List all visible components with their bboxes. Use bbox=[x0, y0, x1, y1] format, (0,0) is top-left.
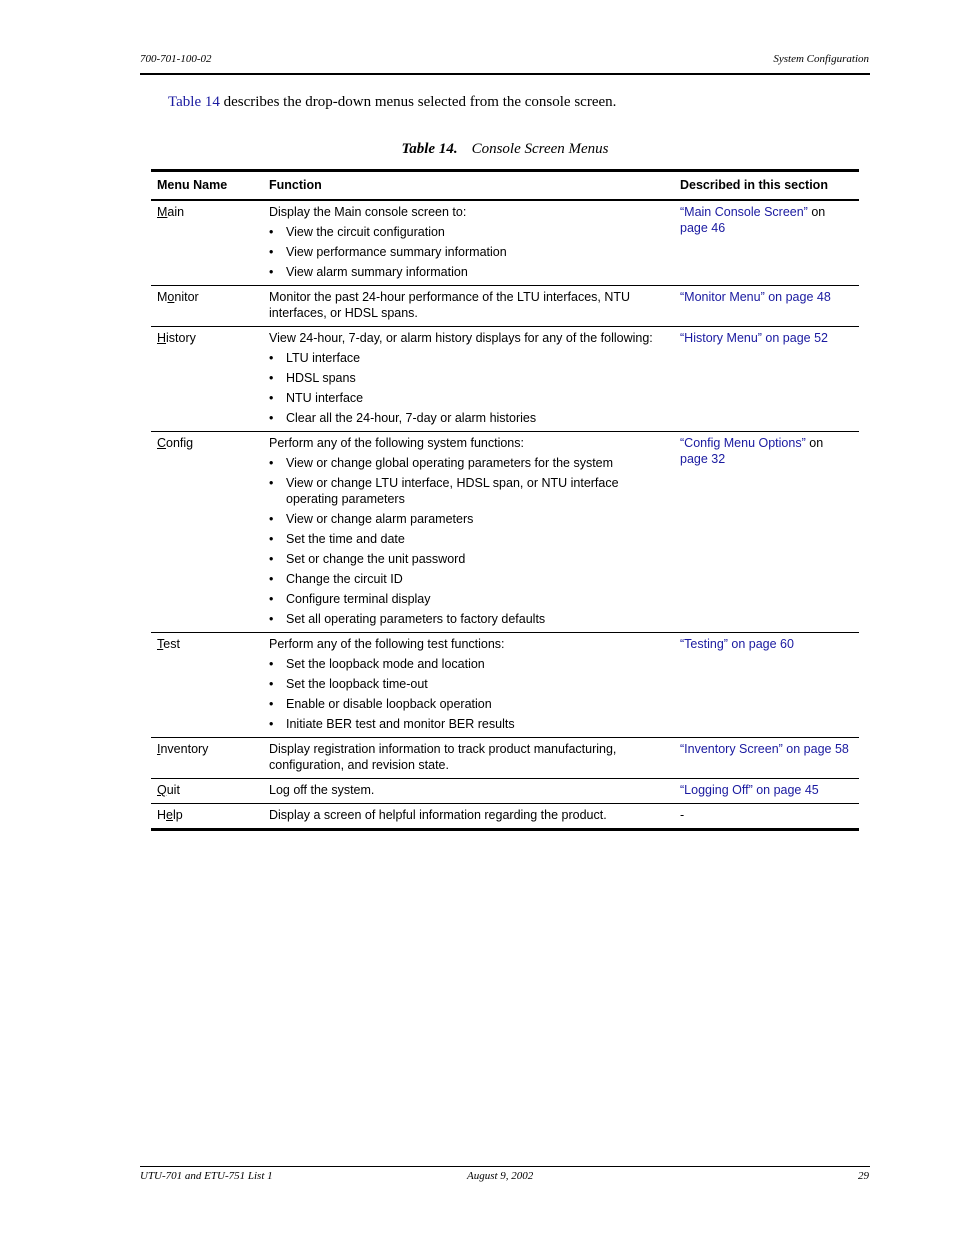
function-cell bbox=[263, 738, 674, 779]
menu-name-cell bbox=[151, 200, 263, 286]
function-cell bbox=[263, 779, 674, 804]
menu-name-rest: nventory bbox=[160, 742, 209, 756]
menu-name-cell bbox=[151, 738, 263, 779]
reference-cell bbox=[674, 738, 859, 779]
reference-plain-text: on bbox=[805, 436, 824, 450]
function-bullet-item: • Change the circuit ID bbox=[269, 571, 668, 587]
table-row bbox=[151, 779, 859, 804]
reference-plain-text: on bbox=[807, 205, 826, 219]
table-row bbox=[151, 633, 859, 738]
function-bullet-item: • Set the loopback time-out bbox=[269, 676, 668, 692]
function-text: Log off the system. bbox=[269, 783, 375, 797]
intro-text: describes the drop-down menus selected from the console screen. bbox=[219, 94, 617, 110]
menu-name-hotkey: Q bbox=[157, 783, 167, 797]
function-bullet-item: • Enable or disable loopback operation bbox=[269, 696, 668, 712]
function-bullet-item: • Set the time and date bbox=[269, 531, 668, 547]
col-header-described: Described in this section bbox=[674, 171, 859, 201]
table-14-link[interactable]: Table 14 bbox=[168, 94, 220, 110]
reference-link[interactable]: “Inventory Screen” on page 58 bbox=[680, 742, 849, 756]
function-bullet-list bbox=[269, 350, 668, 426]
reference-cell bbox=[674, 633, 859, 738]
function-bullet-item: • View alarm summary information bbox=[269, 264, 668, 280]
menu-name-prefix: M bbox=[157, 290, 168, 304]
reference-cell bbox=[674, 779, 859, 804]
menu-name-hotkey: T bbox=[157, 637, 164, 651]
function-text: Display the Main console screen to: bbox=[269, 205, 467, 219]
menu-name-rest: uit bbox=[166, 783, 180, 797]
table-row bbox=[151, 200, 859, 286]
function-bullet-item: • View the circuit configuration bbox=[269, 224, 668, 240]
menu-name-cell bbox=[151, 779, 263, 804]
header-rule bbox=[140, 73, 870, 75]
reference-link[interactable]: “Main Console Screen” bbox=[680, 205, 808, 219]
function-cell bbox=[263, 633, 674, 738]
menu-name-rest: nitor bbox=[174, 290, 199, 304]
table-header-row bbox=[151, 171, 859, 201]
function-text: Perform any of the following system functions: bbox=[269, 436, 524, 450]
menu-name-hotkey: I bbox=[157, 742, 161, 756]
function-bullet-item: • Set or change the unit password bbox=[269, 551, 668, 567]
reference-link[interactable]: “History Menu” on page 52 bbox=[680, 331, 828, 345]
function-bullet-list bbox=[269, 656, 668, 732]
menu-name-hotkey: e bbox=[166, 808, 173, 822]
menu-name-rest: onfig bbox=[166, 436, 194, 450]
reference-link-page[interactable]: page 46 bbox=[680, 221, 726, 235]
function-text: View 24-hour, 7-day, or alarm history displays for any of the following: bbox=[269, 331, 653, 345]
reference-link[interactable]: “Config Menu Options” bbox=[680, 436, 806, 450]
function-text: Display registration information to track product manufacturing, configuration, and revision state. bbox=[269, 742, 617, 772]
reference-link[interactable]: “Monitor Menu” on page 48 bbox=[680, 290, 831, 304]
console-menus-table bbox=[151, 169, 859, 831]
reference-cell bbox=[674, 327, 859, 432]
table-caption bbox=[0, 141, 954, 158]
function-bullet-item: • Configure terminal display bbox=[269, 591, 668, 607]
function-bullet-item: • View or change global operating parameters for the system bbox=[269, 455, 668, 471]
caption-title: Console Screen Menus bbox=[471, 141, 609, 157]
function-bullet-list bbox=[269, 455, 668, 627]
function-bullet-item: • Clear all the 24-hour, 7-day or alarm histories bbox=[269, 410, 668, 426]
intro-paragraph bbox=[168, 94, 616, 111]
function-cell bbox=[263, 200, 674, 286]
function-bullet-item: • Initiate BER test and monitor BER results bbox=[269, 716, 668, 732]
header-doc-number: 700-701-100-02 bbox=[140, 53, 212, 65]
menu-name-cell bbox=[151, 633, 263, 738]
menu-name-prefix: H bbox=[157, 808, 167, 822]
function-cell bbox=[263, 327, 674, 432]
function-text: Display a screen of helpful information regarding the product. bbox=[269, 808, 607, 822]
reference-link[interactable]: “Logging Off” on page 45 bbox=[680, 783, 819, 797]
menu-name-cell bbox=[151, 432, 263, 633]
function-bullet-item: • View or change LTU interface, HDSL span, or NTU interface operating parameters bbox=[269, 475, 668, 507]
reference-cell bbox=[674, 804, 859, 830]
table-row bbox=[151, 432, 859, 633]
function-text: Perform any of the following test functions: bbox=[269, 637, 505, 651]
function-bullet-item: • NTU interface bbox=[269, 390, 668, 406]
table-row bbox=[151, 738, 859, 779]
col-header-function: Function bbox=[263, 171, 674, 201]
menu-name-rest: lp bbox=[172, 808, 183, 822]
footer-product: UTU-701 and ETU-751 List 1 bbox=[140, 1170, 273, 1182]
menu-name-rest: istory bbox=[166, 331, 196, 345]
menu-name-cell bbox=[151, 327, 263, 432]
function-bullet-item: • LTU interface bbox=[269, 350, 668, 366]
menu-name-rest: ain bbox=[167, 205, 185, 219]
menu-name-hotkey: o bbox=[167, 290, 175, 304]
reference-plain-text: - bbox=[680, 808, 685, 822]
function-bullet-list bbox=[269, 224, 668, 280]
function-cell bbox=[263, 804, 674, 830]
table-row bbox=[151, 804, 859, 830]
function-cell bbox=[263, 432, 674, 633]
function-bullet-item: • HDSL spans bbox=[269, 370, 668, 386]
function-bullet-item: • Set the loopback mode and location bbox=[269, 656, 668, 672]
function-bullet-item: • View performance summary information bbox=[269, 244, 668, 260]
table-row bbox=[151, 286, 859, 327]
menu-name-hotkey: C bbox=[157, 436, 167, 450]
menu-name-hotkey: M bbox=[157, 205, 168, 219]
caption-label: Table 14. bbox=[401, 141, 458, 157]
reference-link-page[interactable]: page 32 bbox=[680, 452, 726, 466]
footer-page-number: 29 bbox=[858, 1170, 869, 1182]
reference-link[interactable]: “Testing” on page 60 bbox=[680, 637, 794, 651]
function-text: Monitor the past 24-hour performance of the LTU interfaces, NTU interfaces, or HDSL spans. bbox=[269, 290, 631, 320]
function-bullet-item: • View or change alarm parameters bbox=[269, 511, 668, 527]
function-bullet-item: • Set all operating parameters to factory defaults bbox=[269, 611, 668, 627]
reference-cell bbox=[674, 286, 859, 327]
col-header-menu-name: Menu Name bbox=[151, 171, 263, 201]
header-section-title: System Configuration bbox=[773, 53, 869, 65]
menu-name-rest: est bbox=[163, 637, 180, 651]
footer-date: August 9, 2002 bbox=[467, 1170, 534, 1182]
reference-cell bbox=[674, 432, 859, 633]
menu-name-cell bbox=[151, 804, 263, 830]
menu-name-hotkey: H bbox=[157, 331, 167, 345]
function-cell bbox=[263, 286, 674, 327]
reference-cell bbox=[674, 200, 859, 286]
table-row bbox=[151, 327, 859, 432]
footer-rule bbox=[140, 1166, 870, 1167]
menu-name-cell bbox=[151, 286, 263, 327]
table-body bbox=[151, 200, 859, 830]
